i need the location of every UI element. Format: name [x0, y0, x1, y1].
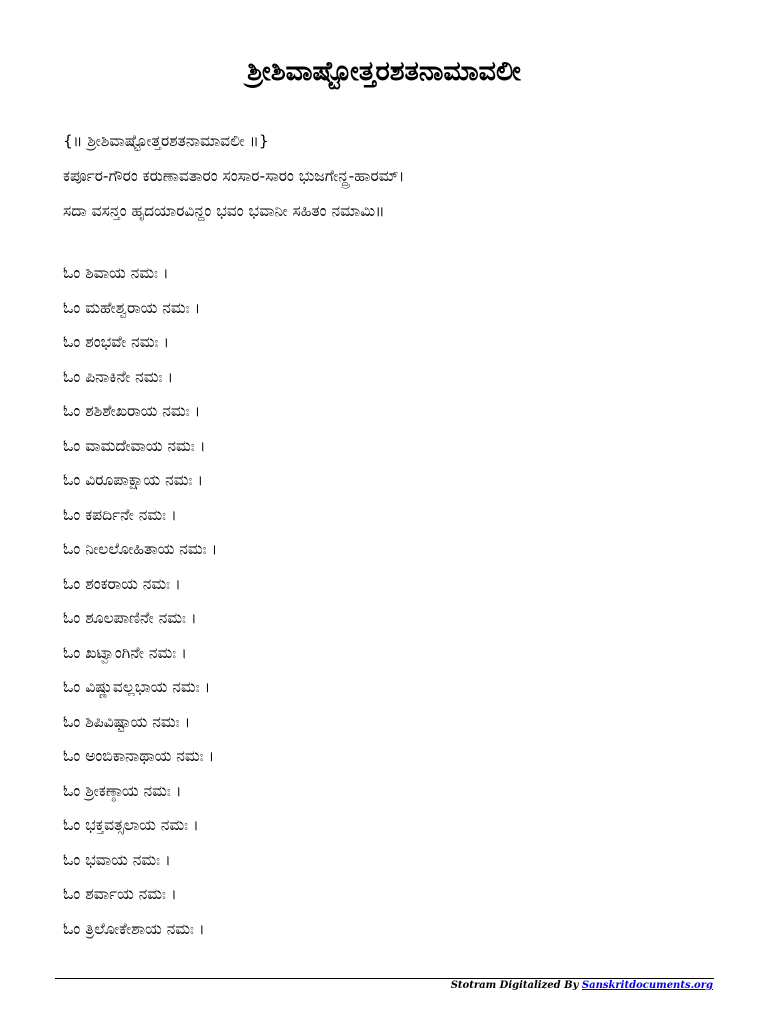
name-item: ಓಂ ವಿರೂಪಾಕ್ಷಾಯ ನಮಃ । [63, 471, 204, 489]
name-item: ಓಂ ಮಹೇಶ್ವರಾಯ ನಮಃ । [63, 298, 201, 317]
name-item: ಓಂ ಪಿನಾಕಿನೇ ನಮಃ । [63, 367, 174, 386]
name-item: ಓಂ ಖಟ್ವಾಂಗಿನೇ ನಮಃ । [63, 643, 187, 662]
page-title: ಶ್ರೀಶಿವಾಷ್ಟೋತ್ತರಶತನಾಮಾವಲೀ [247, 56, 521, 87]
intro-line: ಕರ್ಪೂರ-ಗೌರಂ ಕರುಣಾವತಾರಂ ಸಂಸಾರ-ಸಾರಂ ಭುಜಗೇನ್ದ್ರ-ಹಾರಮ್। [63, 167, 405, 185]
name-item: ಓಂ ತ್ರಿಲೋಕೇಶಾಯ ನಮಃ । [63, 919, 205, 938]
footer-credit-text: Stotram Digitalized By [450, 980, 582, 991]
intro-verse [63, 124, 753, 229]
name-item: ಓಂ ನೀಲಲೋಹಿತಾಯ ನಮಃ । [63, 540, 218, 558]
name-item: ಓಂ ಶೂಲಪಾಣಿನೇ ನಮಃ । [63, 609, 197, 627]
name-item: ಓಂ ಭವಾಯ ನಮಃ । [63, 850, 171, 869]
name-item: ಓಂ ಶಶಿಶೇಖರಾಯ ನಮಃ । [63, 402, 201, 420]
name-item: ಓಂ ಕಪರ್ದಿನೇ ನಮಃ । [63, 505, 177, 524]
name-item: ಓಂ ಶಂಭವೇ ನಮಃ । [63, 333, 170, 351]
names-list [63, 256, 217, 946]
name-item: ಓಂ ಶಿವಾಯ ನಮಃ । [63, 264, 169, 282]
sanskritdocuments-link[interactable]: Sanskritdocuments.org [581, 980, 713, 991]
intro-line: {॥ ಶ್ರೀಶಿವಾಷ್ಟೋತ್ತರಶತನಾಮಾವಲೀ ॥} [63, 132, 269, 150]
name-item: ಓಂ ಶ್ರೀಕಣ್ಠಾಯ ನಮಃ । [63, 781, 182, 800]
name-item: ಓಂ ಶಂಕರಾಯ ನಮಃ । [63, 574, 181, 593]
name-item: ಓಂ ಶಿಪಿವಿಷ್ಟಾಯ ನಮಃ । [63, 712, 191, 731]
footer-credit [451, 979, 713, 993]
name-item: ಓಂ ಶರ್ವಾಯ ನಮಃ । [63, 885, 177, 903]
name-item: ಓಂ ಅಂಬಿಕಾನಾಥಾಯ ನಮಃ । [63, 747, 215, 765]
name-item: ಓಂ ಭಕ್ತವತ್ಸಲಾಯ ನಮಃ । [63, 816, 199, 834]
name-item: ಓಂ ವಿಷ್ಣುವಲ್ಲಭಾಯ ನಮಃ । [63, 678, 211, 696]
intro-line: ಸದಾ ವಸನ್ತಂ ಹೃದಯಾರವಿನ್ದಂ ಭವಂ ಭವಾನೀ ಸಹಿತಂ ನಮಾಮಿ॥ [63, 202, 385, 220]
name-item: ಓಂ ವಾಮದೇವಾಯ ನಮಃ । [63, 436, 206, 455]
